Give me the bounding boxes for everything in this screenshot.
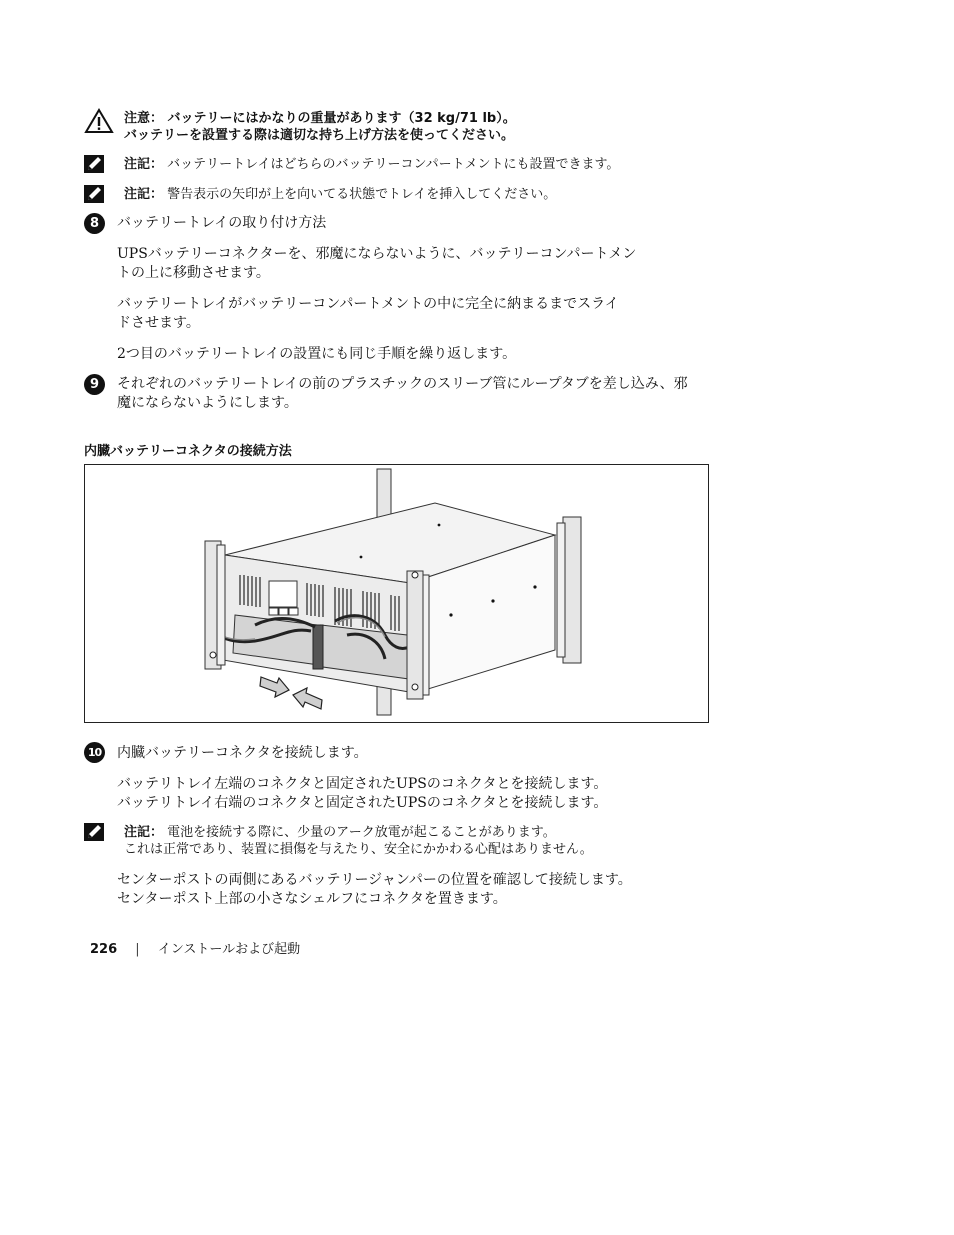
step8-p1-line2: トの上に移動させます。 <box>117 265 270 281</box>
note3-line2: これは正常であり、装置に損傷を与えたり、安全にかかわる心配はありません。 <box>124 842 593 857</box>
note1-text: バッテリートレイはどちらのバッテリーコンパートメントにも設置できます。 <box>167 157 620 172</box>
step8-paragraph2 <box>117 295 757 333</box>
caution-block <box>124 110 764 144</box>
caution-label: 注意： <box>124 111 164 126</box>
pencil-note-icon <box>84 185 104 203</box>
warning-triangle-icon <box>84 108 114 134</box>
step8-paragraph1 <box>117 245 757 283</box>
footer-section-title: インストールおよび起動 <box>157 942 301 957</box>
caution-line1: バッテリーにはかなりの重量があります（32 kg/71 lb）。 <box>167 111 516 126</box>
step8-p2-line1: バッテリートレイがバッテリーコンパートメントの中に完全に納まるまでスライ <box>117 296 619 312</box>
closing-line2: センターポスト上部の小さなシェルフにコネクタを置きます。 <box>117 891 507 907</box>
section-heading: 内臓バッテリーコネクタの接続方法 <box>84 444 292 459</box>
step8-title: バッテリートレイの取り付け方法 <box>117 215 327 231</box>
step9-text <box>117 375 777 413</box>
note3 <box>124 824 764 858</box>
step9-line2: 魔にならないようにします。 <box>117 395 298 411</box>
note1 <box>124 156 764 173</box>
step-number-8: 8 <box>84 213 105 234</box>
step9-line1: それぞれのバッテリートレイの前のプラスチックのスリーブ管にループタブを差し込み、邪 <box>117 376 688 392</box>
pencil-note-icon <box>84 155 104 173</box>
closing-line1: センターポストの両側にあるバッテリージャンパーの位置を確認して接続します。 <box>117 872 632 888</box>
step10-line2: バッテリトレイ右端のコネクタと固定されたUPSのコネクタとを接続します。 <box>117 795 608 811</box>
note1-label: 注記： <box>124 157 164 172</box>
note2 <box>124 186 764 203</box>
page-footer <box>90 938 300 957</box>
note3-line1: 電池を接続する際に、少量のアーク放電が起こることがあります。 <box>167 825 556 840</box>
page-number: 226 <box>90 942 118 957</box>
note2-text: 警告表示の矢印が上を向いてる状態でトレイを挿入してください。 <box>167 187 557 202</box>
step8-p1-line1: UPSバッテリーコネクターを、邪魔にならないように、バッテリーコンパートメン <box>117 246 637 262</box>
closing-paragraph <box>117 871 757 909</box>
caution-line2: バッテリーを設置する際は適切な持ち上げ方法を使ってください。 <box>124 128 515 143</box>
ups-battery-connector-figure <box>84 464 709 723</box>
step10-title: 内臓バッテリーコネクタを接続します。 <box>117 745 368 761</box>
note2-label: 注記： <box>124 187 164 202</box>
step8-p2-line2: ドさせます。 <box>117 315 200 331</box>
step10-line1: バッテリトレイ左端のコネクタと固定されたUPSのコネクタとを接続します。 <box>117 776 608 792</box>
footer-separator: | <box>135 942 140 957</box>
pencil-note-icon <box>84 823 104 841</box>
step-number-9: 9 <box>84 374 105 395</box>
step-number-10: 10 <box>84 742 105 763</box>
note3-label: 注記： <box>124 825 164 840</box>
step8-paragraph3: 2つ目のバッテリートレイの設置にも同じ手順を繰り返します。 <box>117 346 517 362</box>
step10-text <box>117 775 757 813</box>
